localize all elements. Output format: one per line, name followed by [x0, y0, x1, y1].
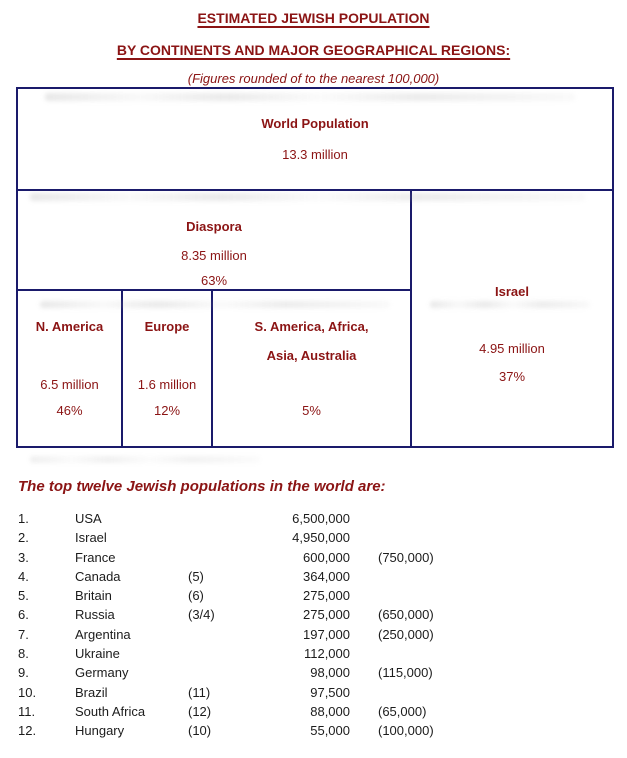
diaspora-value: 8.35 million [181, 248, 247, 263]
population-value: 275,000 [303, 607, 350, 623]
divider-under-diaspora [18, 289, 412, 291]
country-label: Canada [75, 568, 121, 584]
country-label: South Africa [75, 703, 146, 719]
former-rank-note: (5) [188, 568, 204, 584]
europe-percent: 12% [153, 403, 181, 418]
alt-estimate-note: (250,000) [378, 626, 434, 642]
rank-label: 11. [18, 703, 36, 719]
country-label: France [75, 549, 116, 565]
samerica-label-line2: Asia, Australia [266, 348, 357, 363]
population-value: 275,000 [303, 588, 350, 604]
country-label: Ukraine [75, 646, 120, 662]
population-value: 97,500 [310, 684, 350, 700]
top-twelve-heading: The top twelve Jewish populations in the world are: [18, 478, 386, 495]
rank-label: 3. [18, 549, 29, 565]
rank-label: 6. [18, 607, 29, 623]
list-item [0, 704, 627, 723]
samerica-percent: 5% [302, 403, 321, 418]
diaspora-percent: 63% [200, 273, 228, 288]
figures-note: (Figures rounded of to the nearest 100,000) [187, 71, 440, 86]
list-item [0, 627, 627, 646]
population-value: 4,950,000 [292, 530, 350, 546]
list-item [0, 550, 627, 569]
divider-under-world [18, 189, 612, 191]
list-item [0, 665, 627, 684]
rank-label: 7. [18, 626, 29, 642]
country-label: Britain [75, 588, 112, 604]
former-rank-note: (12) [188, 703, 212, 719]
population-value: 98,000 [310, 665, 350, 681]
list-item [0, 530, 627, 549]
document-title-line2: BY CONTINENTS AND MAJOR GEOGRAPHICAL REGIONS: [116, 42, 511, 58]
country-label: Russia [75, 607, 115, 623]
list-item [0, 569, 627, 588]
list-item [0, 607, 627, 626]
country-label: Israel [75, 530, 107, 546]
former-rank-note: (6) [188, 588, 204, 604]
world-population-value: 13.3 million [282, 147, 348, 162]
list-item [0, 588, 627, 607]
rank-label: 4. [18, 568, 29, 584]
population-value: 600,000 [303, 549, 350, 565]
rank-label: 2. [18, 530, 29, 546]
list-item [0, 723, 627, 742]
alt-estimate-note: (750,000) [378, 549, 434, 565]
former-rank-note: (3/4) [188, 607, 215, 623]
namerica-percent: 46% [56, 403, 83, 418]
population-diagram-table [16, 87, 614, 448]
rank-label: 12. [18, 723, 37, 739]
rank-label: 1. [18, 511, 29, 526]
country-label: Brazil [75, 684, 108, 700]
europe-value: 1.6 million [137, 377, 197, 392]
rank-label: 10. [18, 684, 37, 700]
list-item [0, 685, 627, 704]
divider-namerica-europe [121, 289, 123, 446]
samerica-label-line1: S. America, Africa, [254, 319, 369, 334]
world-population-label: World Population [261, 116, 369, 131]
alt-estimate-note: (65,000) [378, 703, 427, 719]
population-value: 88,000 [310, 703, 350, 719]
country-label: Hungary [75, 723, 125, 739]
population-value: 55,000 [310, 723, 350, 739]
israel-percent: 37% [498, 369, 526, 384]
country-label: Germany [75, 665, 129, 681]
population-value: 112,000 [303, 646, 350, 662]
list-item [0, 646, 627, 665]
rank-label: 9. [18, 665, 29, 681]
former-rank-note: (11) [188, 684, 211, 700]
rank-label: 5. [18, 588, 29, 604]
alt-estimate-note: (100,000) [378, 723, 434, 739]
alt-estimate-note: (650,000) [378, 607, 434, 623]
diaspora-label: Diaspora [186, 219, 242, 234]
former-rank-note: (10) [188, 723, 212, 739]
namerica-value: 6.5 million [40, 377, 99, 392]
divider-europe-samerica [211, 289, 213, 446]
europe-label: Europe [144, 319, 190, 334]
alt-estimate-note: (115,000) [378, 665, 433, 681]
list-item [0, 511, 627, 530]
document-title-line1: ESTIMATED JEWISH POPULATION [197, 10, 430, 26]
namerica-label: N. America [35, 319, 104, 334]
israel-label: Israel [495, 284, 529, 299]
scan-artifact [30, 456, 260, 463]
country-label: USA [75, 511, 102, 526]
population-value: 6,500,000 [292, 511, 350, 526]
divider-israel-left [410, 189, 412, 446]
rank-label: 8. [18, 646, 29, 662]
country-label: Argentina [75, 626, 131, 642]
population-value: 197,000 [303, 626, 350, 642]
population-value: 364,000 [303, 568, 350, 584]
population-list [0, 511, 627, 743]
israel-value: 4.95 million [479, 341, 545, 356]
